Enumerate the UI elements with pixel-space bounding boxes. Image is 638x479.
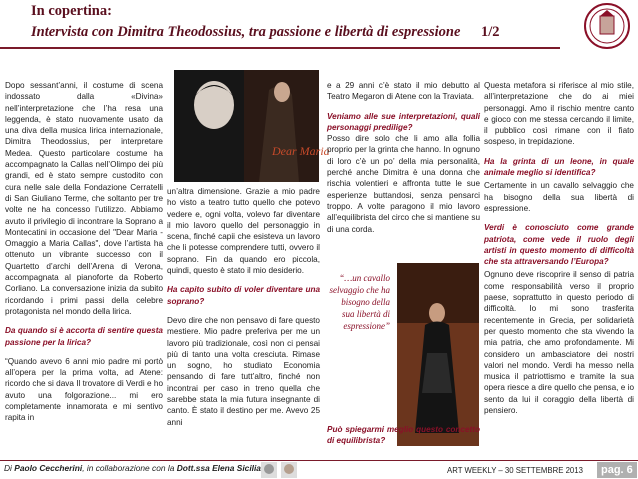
column-3 xyxy=(327,80,480,260)
stage-performance-photo xyxy=(397,263,479,446)
answer-paragraph: Devo dire che non pensavo di fare questo mestiere. Mio padre preferiva per me un lavoro più tradizionale, così non ci pensai più di tanto una volta cresciuta. Rimase un sogno, ho studiato Economia pensando di fare tutt’altro, finché non incontrai per caso in treno quella che sarebbe stata la mia futura insegnante di canto. È stato il destino per me. Avevo 25 anni xyxy=(167,315,320,427)
author-name: Paolo Ceccherini xyxy=(14,463,83,473)
header-rule xyxy=(0,47,560,49)
question: Veniamo alle sue interpretazioni, quali personaggi predilige? xyxy=(327,111,480,132)
collaborator-name: Dott.ssa Elena Sicilia xyxy=(176,463,261,473)
column-2 xyxy=(167,186,320,456)
column-3-bottom xyxy=(327,424,480,454)
callas-portrait-photo xyxy=(174,70,330,182)
article-title: Intervista con Dimitra Theodossius, tra passione e libertà di espressione xyxy=(31,24,461,40)
answer-paragraph: Posso dire solo che li amo alla follia proprio per la grinta che hanno. In ognuno di loro c’è un po’ della mia personalità, perché anche Dimitra è una donna che rischia volentieri e affronta tutte le sue esperienze buttandosi, senza pensarci troppo. A volte paragono il mio lavoro all’equilibrista del circo che si mantiene su di una corda. xyxy=(327,134,480,234)
question: Verdi è conosciuto come grande patriota, come vede il ruolo degli artisti in questo momento di difficoltà che sta attraversando l’Europa? xyxy=(484,223,634,267)
bank-seal-logo xyxy=(583,2,631,50)
question: Ha la grinta di un leone, in quale animale meglio si identifica? xyxy=(484,156,634,178)
author-credit: Di Paolo Ceccherini, in collaborazione con la Dott.ssa Elena Sicilia xyxy=(4,463,261,473)
question: Ha capito subito di voler diventare una soprano? xyxy=(167,285,320,306)
answer-paragraph: e a 29 anni c’è stato il mio debutto al Teatro Megaron di Atene con la Traviata. xyxy=(327,81,480,102)
question: Da quando si è accorta di sentire questa passione per la lirica? xyxy=(5,326,163,347)
page-fraction: 1/2 xyxy=(481,24,500,40)
author-photos xyxy=(259,462,299,478)
magazine-issue: ART WEEKLY – 30 SETTEMBRE 2013 xyxy=(447,466,583,475)
answer-paragraph: Ognuno deve riscoprire il senso di patria come responsabilità verso il proprio paese, soprattutto in questo periodo di difficoltà. Io mi sono trasferita recentemente in Grecia, per solidarietà per questo momento che sta vivendo la mia patria, che amo profondamente. Mi considero un ambasciatore dei nostri valori nel mondo. Verdi ha messo nella musica il patriottismo e tramite la sua opera riesce a dire quello che pensa, e io sento da lui il coraggio della libertà di pensiero. xyxy=(484,270,634,416)
intro-paragraph: Dopo sessant’anni, il costume di scena indossato dalla «Divina» nell’interpretazione che l’ha resa una leggenda, è stato nuovamente usato da una diva della musica lirica internazionale, Dimitra Theodossius, per interpretare Medea. Questo particolare costume ha accompagnato la Callas nell’Olimpo dei più grandi, ed è stato sempre custodito con cura nelle sale della Fondazione Cerratelli di San Giuliano Terme, che soltanto per tre volte ne ha concesso l’utilizzo. Abbiamo avuto il privilegio di incontrare la Soprano a Montecatini in occasione del "Dear Maria - Omaggio a Maria Callas", dove l’artista ha ottenuto un vibrante successo con il Quartetto d’archi dell’Arena di Verona, accompagnata al pianoforte da Roberto Corliano. La conversazione inizia da subito ricordando i primi passi della celebre protagonista nel mondo della lirica. xyxy=(5,81,163,316)
page-number: pag. 6 xyxy=(597,462,637,478)
answer-paragraph: Questa metafora si riferisce al mio stile, all’interpretazione che do ai miei personaggi. Amo il rischio mentre canto e gioco con me stessa cercando il limite, il pubblico così rimane con il fiato sospeso, in trepidazione. xyxy=(484,81,634,147)
answer-paragraph: Certamente in un cavallo selvaggio che ha bisogno della sua libertà di espressione. xyxy=(484,181,634,213)
section-kicker: In copertina: xyxy=(31,3,112,19)
column-4 xyxy=(484,80,634,456)
column-1 xyxy=(5,80,163,455)
question: Può spiegarmi meglio questo concetto di equilibrista? xyxy=(327,425,480,446)
svg-text:Dear Maria: Dear Maria xyxy=(272,144,330,158)
answer-paragraph: un’altra dimensione. Grazie a mio padre ho visto a teatro tutto quello che potevo vedere e, ogni volta, volevo far diventare il mio lavoro quello del personaggio in scena, finché capii che esisteva un lavoro che li potesse comprendere tutti, ovvero il soprano. Fin da quando ero piccola, quindi, questo è stato il mio desiderio. xyxy=(167,187,320,276)
pull-quote: “…un cavallo selvaggio che ha bisogno della sua libertà di espressione” xyxy=(329,273,390,331)
answer-paragraph: “Quando avevo 6 anni mio padre mi portò all’opera per la prima volta, ad Atene: ricordo che si dava Il trovatore di Verdi e ho avuto una folgorazione... mi ero completamente innamorata e mi sentivo rapita in xyxy=(5,356,163,423)
footer-rule xyxy=(0,460,638,461)
